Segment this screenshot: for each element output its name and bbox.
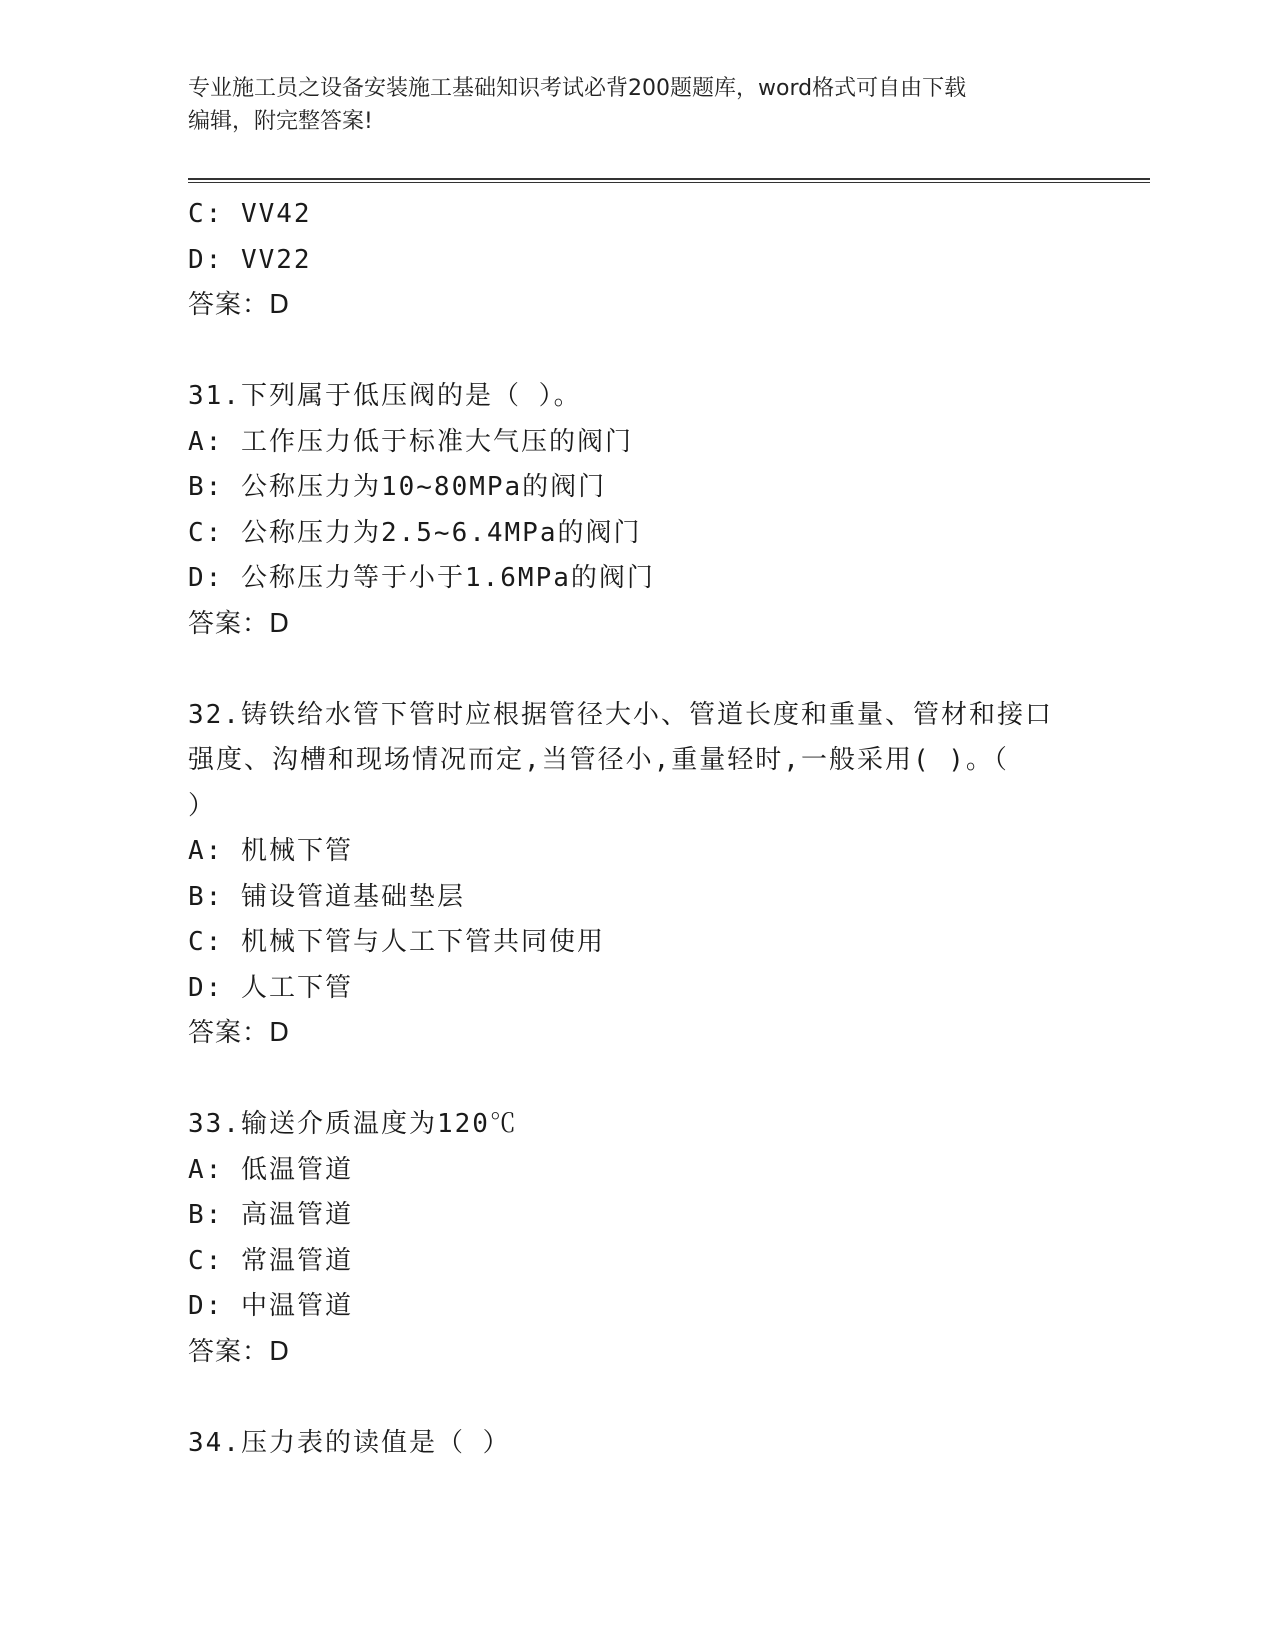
- header-line-1: 专业施工员之设备安装施工基础知识考试必背200题题库，word格式可自由下载: [188, 76, 967, 101]
- option-a: A: 工作压力低于标准大气压的阀门: [188, 426, 633, 457]
- option-b: B: 高温管道: [188, 1200, 353, 1230]
- question-31-text: 31.下列属于低压阀的是（ ）。: [188, 381, 582, 411]
- header-divider-thin: [188, 182, 1150, 183]
- spacer: [188, 1375, 1088, 1421]
- question-34-text: 34.压力表的读值是（ ）: [188, 1427, 511, 1458]
- spacer: [188, 329, 1088, 375]
- option-c: C: 机械下管与人工下管共同使用: [188, 927, 605, 957]
- question-33-text: 33.输送介质温度为120℃: [188, 1109, 518, 1139]
- option-c: C: VV42: [188, 199, 312, 229]
- spacer: [188, 647, 1088, 693]
- option-d: D: 公称压力等于小于1.6MPa的阀门: [188, 563, 655, 593]
- spacer: [188, 1057, 1088, 1103]
- option-c: C: 公称压力为2.5~6.4MPa的阀门: [188, 517, 642, 548]
- question-32-text-line-2: 强度、沟槽和现场情况而定,当管径小,重量轻时,一般采用( )。（: [188, 745, 1009, 775]
- option-d: D: 人工下管: [188, 972, 353, 1003]
- option-b: B: 铺设管道基础垫层: [188, 881, 465, 912]
- page-header: [188, 72, 1088, 138]
- question-32-text-line-3: ）: [188, 790, 217, 821]
- option-d: D: VV22: [188, 244, 312, 275]
- option-b: B: 公称压力为10~80MPa的阀门: [188, 472, 607, 502]
- answer-line: 答案：D: [188, 608, 291, 639]
- option-d: D: 中温管道: [188, 1291, 353, 1321]
- header-divider-thick: [188, 178, 1150, 180]
- answer-line: 答案：D: [188, 290, 291, 320]
- option-a: A: 机械下管: [188, 836, 353, 866]
- header-line-2: 编辑，附完整答案!: [188, 109, 373, 134]
- option-a: A: 低温管道: [188, 1154, 353, 1185]
- question-list: [188, 192, 1088, 1466]
- question-32-text-line-1: 32.铸铁给水管下管时应根据管径大小、管道长度和重量、管材和接口: [188, 699, 1053, 730]
- answer-line: 答案：D: [188, 1336, 291, 1367]
- answer-line: 答案：D: [188, 1018, 291, 1048]
- option-c: C: 常温管道: [188, 1245, 353, 1276]
